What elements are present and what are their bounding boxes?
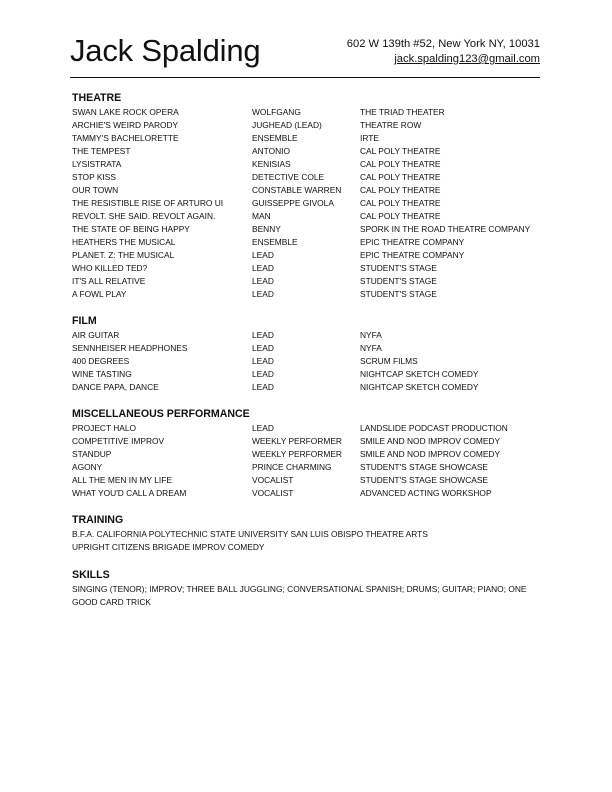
credit-role: LEAD [252, 263, 274, 273]
contact-block [347, 37, 540, 67]
credit-row [72, 342, 542, 355]
credit-row [72, 448, 542, 461]
credit-venue: STUDENT'S STAGE SHOWCASE [360, 475, 489, 485]
section-skills [72, 568, 542, 609]
credit-venue: LANDSLIDE PODCAST PRODUCTION [360, 423, 508, 433]
credit-title: THE RESISTIBLE RISE OF ARTURO UI [72, 198, 224, 208]
section-title: TRAINING [72, 514, 124, 526]
credit-venue: STUDENT'S STAGE [360, 263, 437, 273]
credit-title: THE TEMPEST [72, 146, 131, 156]
training-line: B.F.A. CALIFORNIA POLYTECHNIC STATE UNIVERSITY SAN LUIS OBISPO THEATRE ARTS [72, 529, 428, 539]
header-divider [70, 77, 540, 78]
credit-venue: THE TRIAD THEATER [360, 107, 445, 117]
credit-role: JUGHEAD (LEAD) [252, 120, 322, 130]
credit-row [72, 461, 542, 474]
credit-row [72, 381, 542, 394]
credit-title: THE STATE OF BEING HAPPY [72, 224, 190, 234]
credit-row [72, 223, 542, 236]
credit-venue: SMILE AND NOD IMPROV COMEDY [360, 449, 501, 459]
credit-title: COMPETITIVE IMPROV [72, 436, 165, 446]
credit-row [72, 158, 542, 171]
credit-role: ENSEMBLE [252, 237, 298, 247]
credit-title: REVOLT. SHE SAID. REVOLT AGAIN. [72, 211, 216, 221]
credit-row [72, 368, 542, 381]
credit-venue: ADVANCED ACTING WORKSHOP [360, 488, 492, 498]
credit-venue: STUDENT'S STAGE [360, 276, 437, 286]
credit-title: TAMMY'S BACHELORETTE [72, 133, 179, 143]
credit-title: STOP KISS [72, 172, 116, 182]
credit-title: PLANET. Z: THE MUSICAL [72, 250, 175, 260]
credit-venue: NIGHTCAP SKETCH COMEDY [360, 369, 479, 379]
credit-venue: CAL POLY THEATRE [360, 159, 441, 169]
credit-venue: NYFA [360, 343, 382, 353]
credit-row [72, 275, 542, 288]
credit-row [72, 210, 542, 223]
credit-role: LEAD [252, 423, 274, 433]
section-title: THEATRE [72, 92, 122, 104]
credit-venue: EPIC THEATRE COMPANY [360, 237, 465, 247]
credit-venue: SMILE AND NOD IMPROV COMEDY [360, 436, 501, 446]
credit-role: GUISSEPPE GIVOLA [252, 198, 334, 208]
credit-title: WHO KILLED TED? [72, 263, 148, 273]
credit-title: AGONY [72, 462, 103, 472]
credit-venue: CAL POLY THEATRE [360, 185, 441, 195]
credit-row [72, 171, 542, 184]
training-line: UPRIGHT CITIZENS BRIGADE IMPROV COMEDY [72, 542, 265, 552]
credit-row [72, 487, 542, 500]
credits-list [72, 422, 542, 500]
credit-row [72, 262, 542, 275]
section-misc-performance [72, 407, 542, 500]
credit-row [72, 249, 542, 262]
credit-row [72, 236, 542, 249]
credit-title: ALL THE MEN IN MY LIFE [72, 475, 172, 485]
section-title: MISCELLANEOUS PERFORMANCE [72, 408, 250, 420]
credit-role: VOCALIST [252, 475, 294, 485]
credit-venue: CAL POLY THEATRE [360, 172, 441, 182]
section-training [72, 513, 542, 554]
section-theatre [72, 91, 542, 301]
credit-venue: STUDENT'S STAGE [360, 289, 437, 299]
credit-venue: IRTE [360, 133, 379, 143]
credit-role: WOLFGANG [252, 107, 301, 117]
credit-title: AIR GUITAR [72, 330, 120, 340]
credit-role: LEAD [252, 356, 274, 366]
credit-role: CONSTABLE WARREN [252, 185, 342, 195]
skills-text: SINGING (TENOR); IMPROV; THREE BALL JUGGLING; CONVERSATIONAL SPANISH; DRUMS; GUITAR; PIANO; ONE GOOD CARD TRICK [72, 584, 527, 607]
credit-row [72, 106, 542, 119]
credit-title: SWAN LAKE ROCK OPERA [72, 107, 179, 117]
credit-venue: THEATRE ROW [360, 120, 422, 130]
credit-role: LEAD [252, 369, 274, 379]
credit-title: 400 DEGREES [72, 356, 130, 366]
credit-role: WEEKLY PERFORMER [252, 449, 342, 459]
credit-title: DANCE PAPA, DANCE [72, 382, 159, 392]
credit-venue: CAL POLY THEATRE [360, 198, 441, 208]
credit-role: LEAD [252, 382, 274, 392]
credit-title: LYSISTRATA [72, 159, 122, 169]
credit-venue: SCRUM FILMS [360, 356, 418, 366]
credit-role: PRINCE CHARMING [252, 462, 332, 472]
credit-row [72, 355, 542, 368]
credit-title: SENNHEISER HEADPHONES [72, 343, 188, 353]
credit-role: MAN [252, 211, 271, 221]
credit-role: LEAD [252, 330, 274, 340]
address: 602 W 139th #52, New York NY, 10031 [346, 38, 540, 50]
credit-title: OUR TOWN [72, 185, 119, 195]
section-title: FILM [72, 315, 97, 327]
credit-role: VOCALIST [252, 488, 294, 498]
credit-venue: CAL POLY THEATRE [360, 146, 441, 156]
credit-title: A FOWL PLAY [72, 289, 127, 299]
credit-role: ENSEMBLE [252, 133, 298, 143]
credit-row [72, 435, 542, 448]
credits-list [72, 329, 542, 394]
applicant-name: Jack Spalding [70, 33, 261, 68]
credit-venue: EPIC THEATRE COMPANY [360, 250, 465, 260]
credit-venue: CAL POLY THEATRE [360, 211, 441, 221]
credit-title: WHAT YOU'D CALL A DREAM [72, 488, 187, 498]
credit-venue: STUDENT'S STAGE SHOWCASE [360, 462, 489, 472]
credits-list [72, 106, 542, 301]
credit-role: LEAD [252, 289, 274, 299]
credit-row [72, 119, 542, 132]
credit-role: DETECTIVE COLE [252, 172, 325, 182]
credit-row [72, 474, 542, 487]
credit-row [72, 197, 542, 210]
credit-role: LEAD [252, 343, 274, 353]
credit-title: HEATHERS THE MUSICAL [72, 237, 176, 247]
credit-venue: NIGHTCAP SKETCH COMEDY [360, 382, 479, 392]
section-film [72, 314, 542, 394]
credit-row [72, 329, 542, 342]
credit-venue: SPORK IN THE ROAD THEATRE COMPANY [360, 224, 531, 234]
email-link[interactable]: jack.spalding123@gmail.com [394, 53, 540, 65]
credit-title: STANDUP [72, 449, 112, 459]
credit-role: BENNY [252, 224, 281, 234]
credit-role: LEAD [252, 276, 274, 286]
credit-venue: NYFA [360, 330, 382, 340]
section-title: SKILLS [72, 569, 110, 581]
credit-role: LEAD [252, 250, 274, 260]
credit-row [72, 288, 542, 301]
credit-title: IT'S ALL RELATIVE [72, 276, 146, 286]
credit-row [72, 422, 542, 435]
credit-row [72, 145, 542, 158]
credit-role: WEEKLY PERFORMER [252, 436, 342, 446]
credit-row [72, 184, 542, 197]
credit-role: ANTONIO [252, 146, 291, 156]
credit-title: WINE TASTING [72, 369, 132, 379]
credit-title: PROJECT HALO [72, 423, 137, 433]
credit-role: KENISIAS [252, 159, 291, 169]
credit-row [72, 132, 542, 145]
credit-title: ARCHIE'S WEIRD PARODY [72, 120, 179, 130]
